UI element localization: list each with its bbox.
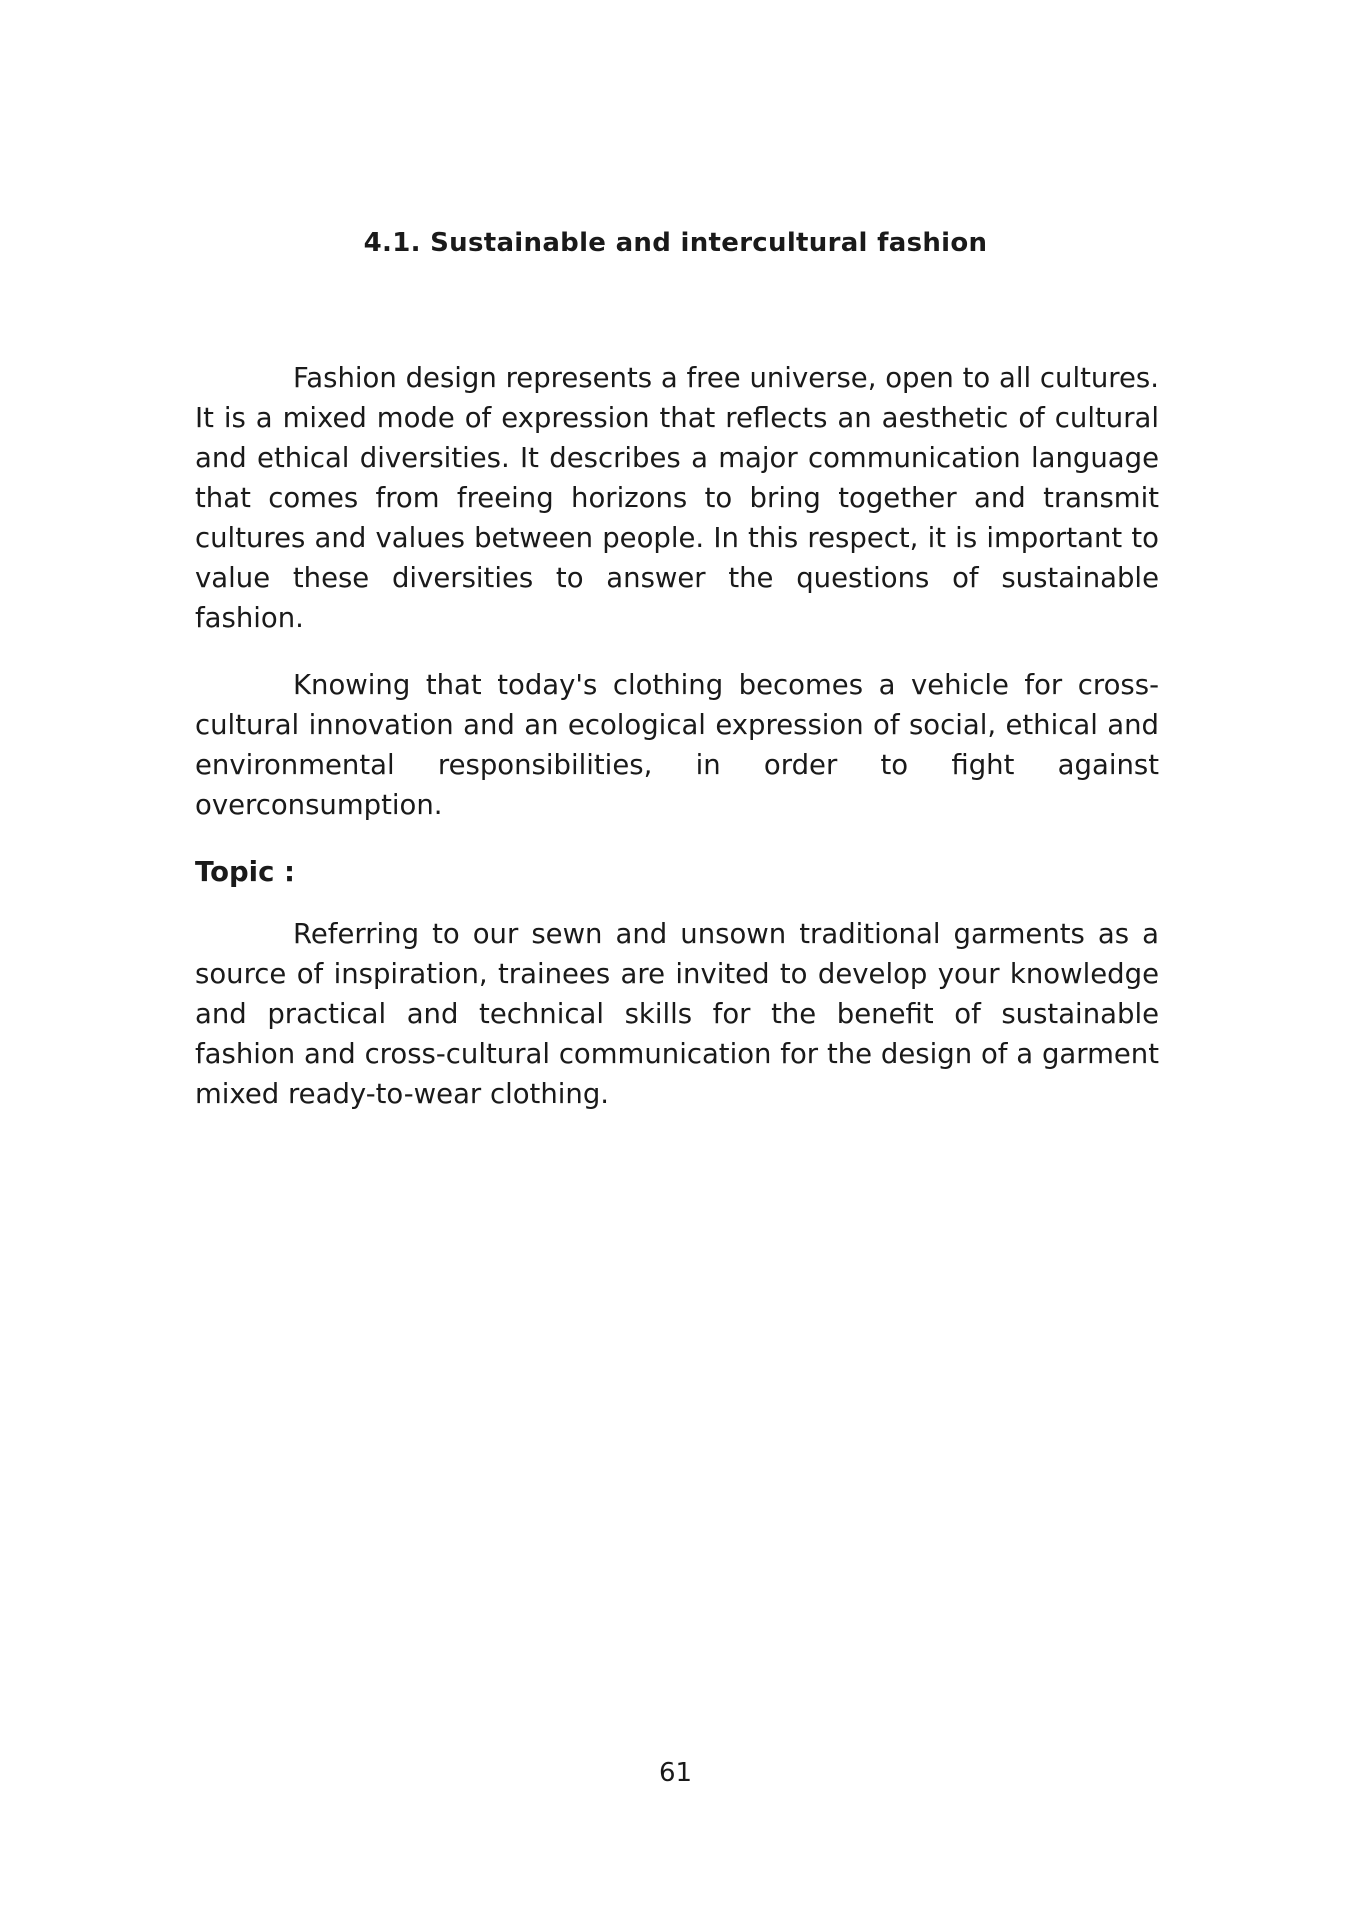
topic-paragraph: Referring to our sewn and unsown traditional garments as a source of inspiration, trainees are invited to develop your knowledge and practical and technical skills for the benefit of sustainable fashion and cross-cultural communication for the design of a garment mixed ready-to-wear clothing.: [195, 918, 1159, 1110]
section-title: 4.1. Sustainable and intercultural fashion: [363, 228, 988, 258]
body-content: [195, 358, 1159, 1141]
intro-paragraph: Fashion design represents a free universe, open to all cultures. It is a mixed mode of expression that reflects an aesthetic of cultural and ethical diversities. It describes a major communication language that comes from freeing horizons to bring together and transmit cultures and values between people. In this respect, it is important to value these diversities to answer the questions of sustainable fashion.: [195, 362, 1159, 634]
page-number: 61: [658, 1758, 693, 1788]
topic-heading: Topic :: [195, 856, 295, 888]
context-paragraph: Knowing that today's clothing becomes a vehicle for cross-cultural innovation and an ecological expression of social, ethical and environmental responsibilities, in order to fight against overconsumption.: [195, 669, 1159, 821]
